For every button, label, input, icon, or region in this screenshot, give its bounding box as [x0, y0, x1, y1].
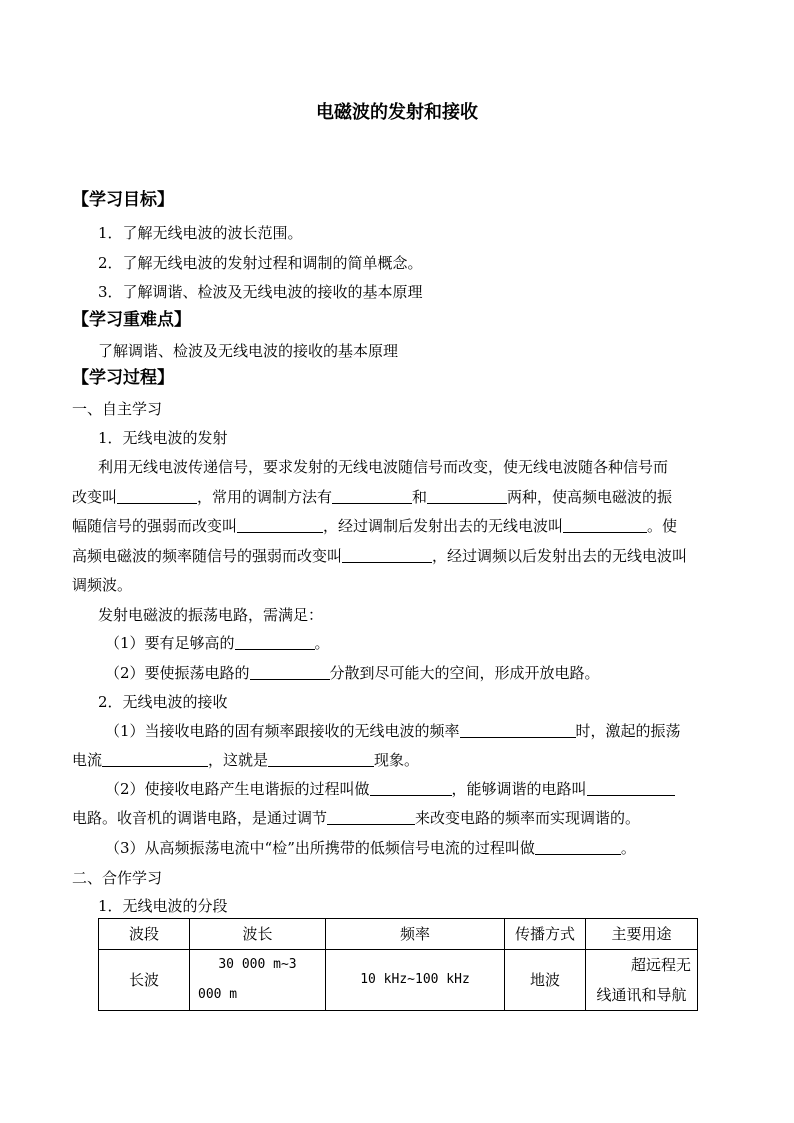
section-cooperative: 二、合作学习	[72, 869, 163, 887]
paragraph-line: 利用无线电波传递信号，要求发射的无线电波随信号而改变，使无线电波随各种信号而	[98, 458, 669, 476]
paragraph-line	[72, 546, 687, 566]
table-row	[99, 950, 698, 1011]
fill-blank[interactable]	[587, 779, 675, 796]
text-fragment: 。	[620, 839, 636, 857]
fill-blank[interactable]	[268, 750, 374, 767]
text-fragment: （2）使接收电路产生电谐振的过程叫做	[105, 780, 370, 798]
cell-frequency: 10 kHz~100 kHz	[326, 950, 505, 1011]
paragraph-line	[105, 779, 675, 799]
text-fragment: 来改变电路的频率而实现调谐的。	[415, 809, 641, 827]
cell-use	[586, 950, 698, 1011]
table-header: 波段	[99, 919, 190, 950]
wave-band-table	[98, 918, 698, 1011]
text-fragment: 现象。	[374, 751, 420, 769]
cell-text: 000 m	[198, 987, 238, 1002]
paragraph-line	[105, 633, 330, 653]
text-fragment: 。使	[647, 517, 678, 535]
goals-heading: 【学习目标】	[72, 190, 174, 210]
paragraph-line: 调频波。	[72, 576, 133, 594]
text-fragment: 电流	[72, 751, 103, 769]
fill-blank[interactable]	[535, 838, 621, 855]
table-header: 频率	[326, 919, 505, 950]
cell-mode: 地波	[505, 950, 586, 1011]
text-fragment: 高频电磁波的频率随信号的强弱而改变叫	[72, 547, 343, 565]
key-heading: 【学习重难点】	[72, 310, 191, 330]
table-header: 传播方式	[505, 919, 586, 950]
text-fragment: ，能够调谐的电路叫	[451, 780, 587, 798]
paragraph-line	[105, 838, 636, 858]
goal-item: 3．了解调谐、检波及无线电波的接收的基本原理	[98, 283, 423, 301]
fill-blank[interactable]	[327, 808, 415, 825]
section-self-study: 一、自主学习	[72, 400, 163, 418]
fill-blank[interactable]	[370, 779, 452, 796]
fill-blank[interactable]	[117, 487, 197, 504]
subsection-reception: 2．无线电波的接收	[98, 693, 228, 711]
fill-blank[interactable]	[235, 633, 315, 650]
text-fragment: 分散到尽可能大的空间，形成开放电路。	[329, 664, 600, 682]
cell-text: 线通讯和导航	[596, 986, 687, 1004]
fill-blank[interactable]	[250, 663, 330, 680]
text-fragment: （2）要使振荡电路的	[105, 664, 250, 682]
fill-blank[interactable]	[237, 516, 323, 533]
goal-item: 1．了解无线电波的波长范围。	[98, 224, 303, 242]
paragraph-line	[105, 721, 681, 741]
fill-blank[interactable]	[102, 750, 208, 767]
paragraph-line	[105, 663, 600, 683]
page-title: 电磁波的发射和接收	[316, 102, 478, 123]
paragraph-line: 发射电磁波的振荡电路，需满足：	[98, 606, 324, 624]
cell-text: 超远程无	[630, 956, 691, 974]
text-fragment: 。	[314, 634, 330, 652]
text-fragment: （3）从高频振荡电流中“检”出所携带的低频信号电流的过程叫做	[105, 839, 535, 857]
cell-text: 30 000 m~3	[218, 957, 297, 972]
text-fragment: ，经过调频以后发射出去的无线电波叫	[432, 547, 688, 565]
subsection-bands: 1．无线电波的分段	[98, 897, 228, 915]
text-fragment: ，经过调制后发射出去的无线电波叫	[323, 517, 564, 535]
cell-wavelength	[190, 950, 326, 1011]
fill-blank[interactable]	[460, 721, 576, 738]
text-fragment: ，这就是	[208, 751, 269, 769]
fill-blank[interactable]	[342, 546, 432, 563]
goal-item: 2．了解无线电波的发射过程和调制的简单概念。	[98, 254, 423, 272]
paragraph-line	[72, 750, 419, 770]
text-fragment: 两种，使高频电磁波的振	[507, 488, 673, 506]
text-fragment: 和	[412, 488, 428, 506]
text-fragment: 改变叫	[72, 488, 118, 506]
text-fragment: 幅随信号的强弱而改变叫	[72, 517, 238, 535]
table-header: 主要用途	[586, 919, 698, 950]
fill-blank[interactable]	[427, 487, 507, 504]
paragraph-line	[72, 808, 640, 828]
text-fragment: ，常用的调制方法有	[197, 488, 333, 506]
text-fragment: 电路。收音机的调谐电路，是通过调节	[72, 809, 328, 827]
process-heading: 【学习过程】	[72, 368, 174, 388]
text-fragment: 时，激起的振荡	[575, 722, 681, 740]
text-fragment: （1）当接收电路的固有频率跟接收的无线电波的频率	[105, 722, 460, 740]
table-header-row	[99, 919, 698, 950]
paragraph-line	[72, 516, 677, 536]
fill-blank[interactable]	[332, 487, 412, 504]
cell-band: 长波	[99, 950, 190, 1011]
text-fragment: （1）要有足够高的	[105, 634, 235, 652]
table-header: 波长	[190, 919, 326, 950]
subsection-emission: 1．无线电波的发射	[98, 429, 228, 447]
paragraph-line	[72, 487, 672, 507]
key-text: 了解调谐、检波及无线电波的接收的基本原理	[98, 342, 399, 360]
fill-blank[interactable]	[563, 516, 647, 533]
